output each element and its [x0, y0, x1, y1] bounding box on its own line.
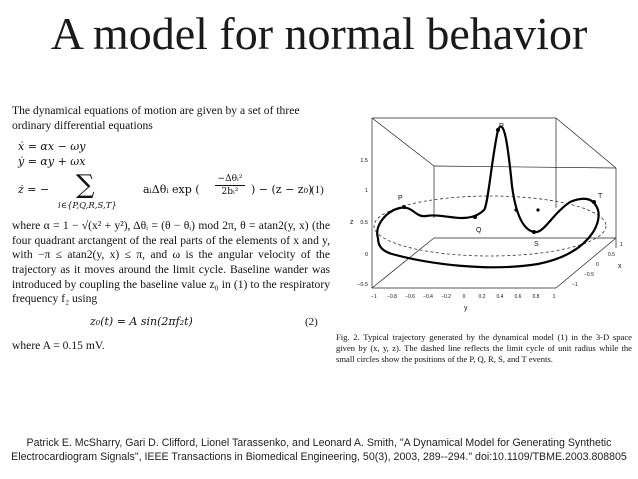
equation-z — [18, 171, 330, 215]
event-label-q: Q — [476, 227, 482, 234]
y-tick: 0.4 — [496, 294, 504, 300]
cycle-dot — [536, 208, 539, 211]
y-tick: −1 — [371, 294, 377, 300]
y-tick: −0.2 — [441, 294, 451, 300]
y-tick: 0.2 — [478, 294, 486, 300]
y-tick: −0.6 — [405, 294, 415, 300]
citation-line-2: Electrocardiogram Signals", IEEE Transactions in Biomedical Engineering, 50(3), 2003, 289--294." doi:10.1109/TBME.2003.808805 — [11, 451, 627, 463]
x-tick: −0.5 — [584, 272, 594, 278]
y-tick: −0.4 — [423, 294, 433, 300]
citation — [6, 436, 632, 464]
equations-panel — [12, 104, 330, 365]
limit-cycle-dashed — [374, 196, 606, 256]
equation-z-mid: aᵢΔθᵢ exp ( — [143, 183, 200, 197]
equation-y: ẏ = αy + ωx — [18, 155, 86, 169]
z-axis-label: z — [350, 219, 354, 226]
event-label-t: T — [598, 193, 603, 200]
equation-z-fraction: −Δθᵢ² 2bᵢ² — [215, 173, 245, 198]
y-tick: −0.8 — [387, 294, 397, 300]
event-label-r: R — [499, 123, 505, 130]
citation-line-1: Patrick E. McSharry, Gari D. Clifford, Lionel Tarassenko, and Leonard A. Smith, "A Dynamical Model for Generating Synthetic — [26, 437, 612, 449]
event-marker-q — [473, 215, 477, 219]
trajectory-3d-plot — [338, 106, 630, 328]
event-markers — [402, 128, 596, 234]
y-tick: 0.6 — [514, 294, 522, 300]
equation-x: ẋ = αx − ωy — [18, 140, 86, 154]
equation-baseline — [12, 313, 330, 333]
equation-number-2: (2) — [305, 315, 318, 328]
event-marker-p — [402, 205, 406, 209]
z-tick: 1 — [364, 188, 368, 194]
y-tick: 1 — [552, 294, 556, 300]
figure-caption: Fig. 2. Typical trajectory generated by the dynamical model (1) in the 3-D space given by (x, y, z). The dashed line reflects the limit cycle of unit radius while the small circles show the positions of the P, Q, R, S, and T events. — [336, 332, 632, 364]
x-tick: 0.5 — [608, 252, 615, 258]
plot-box — [372, 118, 616, 288]
sum-subscript: i∈{P,Q,R,S,T} — [58, 201, 117, 212]
equation-number-1: (1) — [311, 184, 324, 197]
z-tick: 0 — [364, 252, 368, 258]
intro-text: The dynamical equations of motion are given by a set of three ordinary differential equations — [12, 104, 300, 132]
z-tick: 1.5 — [360, 158, 368, 164]
y-tick: 0 — [462, 294, 466, 300]
event-label-p: P — [398, 195, 403, 202]
x-tick: 0 — [596, 262, 599, 268]
equation-block — [18, 139, 330, 169]
amplitude-text: where A = 0.15 mV. — [12, 338, 105, 352]
sum-symbol: ∑ — [76, 170, 95, 201]
z-tick: 0.5 — [360, 220, 368, 226]
event-label-s: S — [534, 241, 539, 248]
event-marker-s — [532, 230, 536, 234]
z-tick: −0.5 — [357, 282, 368, 288]
slide-title: A model for normal behavior — [50, 8, 588, 59]
event-marker-t — [592, 200, 596, 204]
x-tick: 1 — [620, 242, 623, 248]
equation-z-tail: ) − (z − z₀) — [251, 183, 313, 197]
x-tick: −1 — [572, 282, 578, 288]
y-axis-label: y — [464, 305, 468, 312]
equation-z-lhs: ż = − — [18, 183, 50, 197]
cycle-dot — [514, 208, 517, 211]
x-axis-label: x — [618, 263, 622, 270]
y-tick: 0.8 — [532, 294, 540, 300]
equation-baseline-expr: z₀(t) = A sin(2πf₂t) — [90, 314, 193, 328]
definition-paragraph: where α = 1 − √(x² + y²), Δθᵢ = (θ − θᵢ) mod 2π, θ = atan2(y, x) (the four quadrant arctangent of the real parts of the elements of x and y, with −π ≤ atan2(y, x) ≤ π, and ω is the angular velocity of the trajectory as it moves around the limit cycle. Baseline wander was introduced by coupling the baseline value z₀ in (1) to the respiratory frequency f₂ using — [12, 219, 330, 306]
